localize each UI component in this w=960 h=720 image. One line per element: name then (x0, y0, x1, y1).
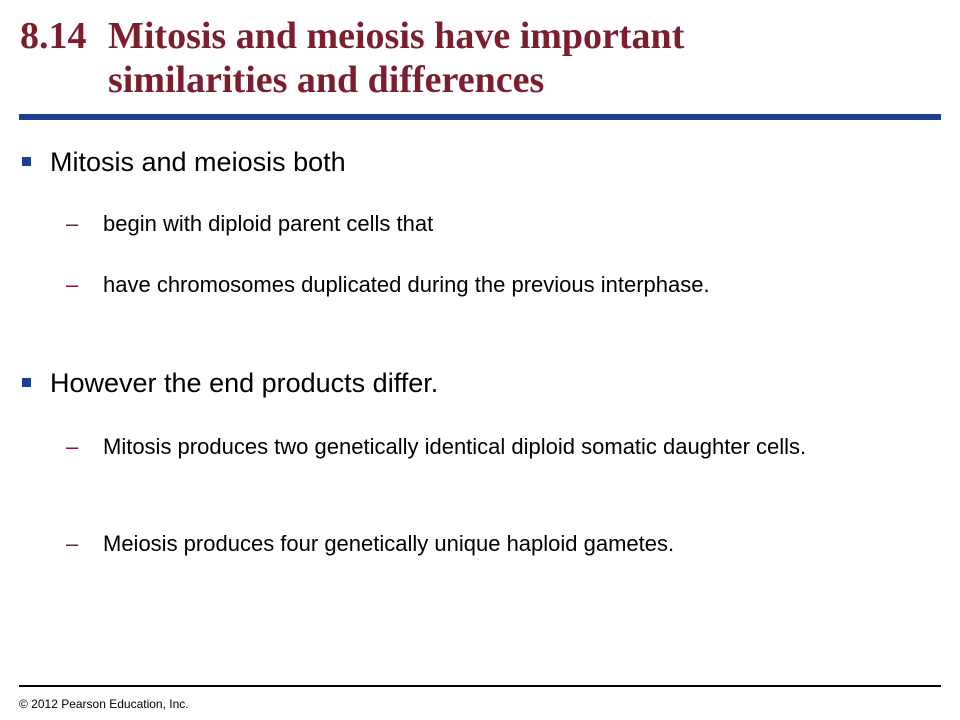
bullet-text: However the end products differ. (50, 368, 439, 398)
slide-number: 8.14 (20, 15, 87, 57)
dash-icon: – (66, 434, 79, 459)
footer-divider (19, 685, 941, 687)
sub-bullet-text: Mitosis produces two genetically identical diploid somatic daughter cells. (103, 434, 807, 459)
title-line-2: similarities and differences (108, 59, 545, 101)
dash-icon: – (66, 272, 79, 297)
slide-title (20, 14, 920, 102)
title-line-1: Mitosis and meiosis have important (108, 15, 685, 57)
title-divider (19, 114, 941, 120)
bullet-text: Mitosis and meiosis both (50, 147, 346, 177)
dash-icon: – (66, 211, 79, 236)
sub-bullet-text: have chromosomes duplicated during the previous interphase. (103, 272, 710, 297)
sub-bullet-text: Meiosis produces four genetically unique haploid gametes. (103, 531, 675, 556)
square-bullet-icon (22, 157, 31, 166)
copyright-footer: © 2012 Pearson Education, Inc. (19, 697, 189, 711)
square-bullet-icon (22, 378, 31, 387)
dash-icon: – (66, 531, 79, 556)
sub-bullet-text: begin with diploid parent cells that (103, 211, 434, 236)
